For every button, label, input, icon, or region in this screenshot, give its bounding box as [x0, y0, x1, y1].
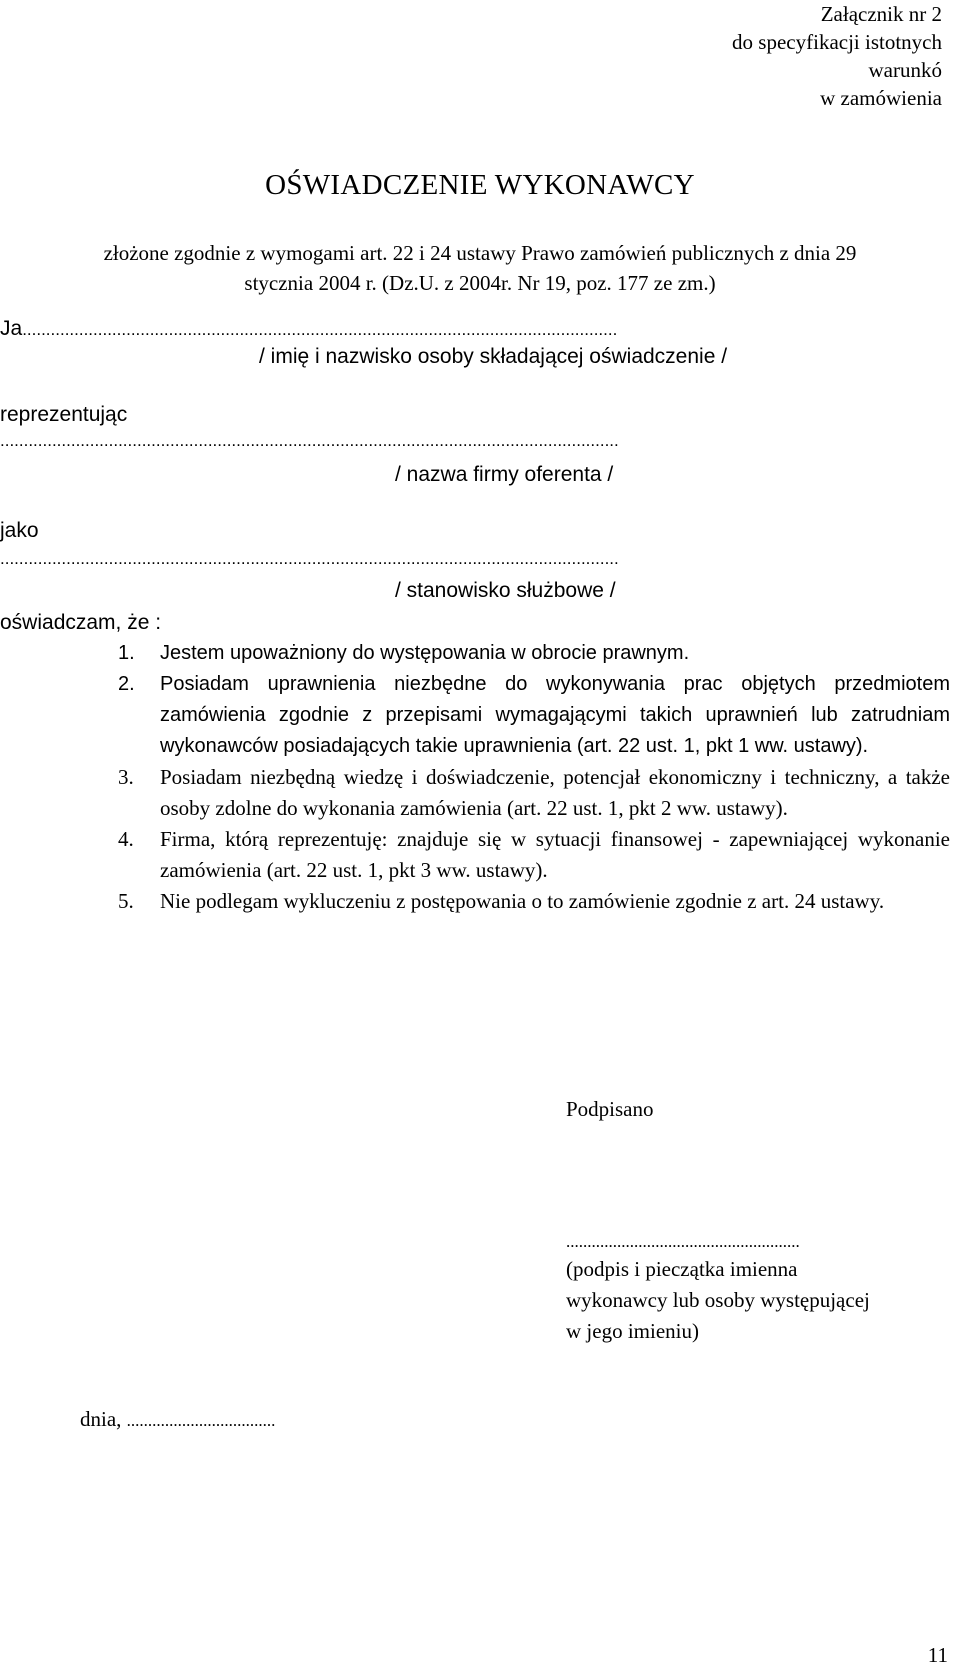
list-item [118, 824, 950, 886]
annex-line: w zamówienia [820, 86, 942, 110]
name-label: Ja [0, 317, 23, 340]
date-label: dnia, [80, 1407, 122, 1431]
list-item [118, 762, 950, 824]
annex-note [682, 0, 942, 112]
signature-caption-line: wykonawcy lub osoby występującej [566, 1288, 870, 1312]
document-title: OŚWIADCZENIE WYKONAWCY [265, 169, 695, 201]
annex-line: Załącznik nr 2 [820, 2, 942, 26]
name-field [0, 316, 617, 343]
item-text: Posiadam uprawnienia niezbędne do wykonywania prac objętych przedmiotem zamówienia zgodnie z przepisami wymagającymi takich uprawnień lub zatrudniam wykonawców posiadających takie uprawnienia (art. 22 ust. 1, pkt 1 ww. ustawy). [160, 673, 950, 757]
date-field [80, 1406, 275, 1434]
signature-dots: ....................................................... [566, 1232, 800, 1251]
company-dots: ................................................................................................................................... [0, 431, 619, 450]
item-number: 5. [118, 889, 134, 913]
signature-caption-line: (podpis i pieczątka imienna [566, 1257, 798, 1281]
item-text: Firma, którą reprezentuję: znajduje się w sytuacji finansowej - zapewniającej wykonanie zamówienia (art. 22 ust. 1, pkt 3 ww. ustawy). [160, 827, 950, 882]
item-number: 4. [118, 827, 134, 851]
item-number: 3. [118, 765, 134, 789]
item-text: Jestem upoważniony do występowania w obrocie prawnym. [160, 642, 690, 664]
page-number: 11 [927, 1643, 948, 1667]
item-number: 1. [118, 642, 135, 664]
declare-label: oświadczam, że : [0, 611, 162, 634]
subtitle-line: złożone zgodnie z wymogami art. 22 i 24 ustawy Prawo zamówień publicznych z dnia 29 [103, 241, 857, 265]
name-dots: .............................................................................................................................. [22, 320, 618, 339]
annex-line: do specyfikacji istotnych [732, 30, 942, 54]
signed-label: Podpisano [566, 1097, 654, 1121]
position-label: jako [0, 519, 39, 542]
subtitle-line: stycznia 2004 r. (Dz.U. z 2004r. Nr 19, poz. 177 ze zm.) [244, 271, 716, 295]
list-item [118, 669, 950, 762]
position-dots: ................................................................................................................................... [0, 549, 619, 568]
annex-line: warunkó [868, 58, 942, 82]
item-text: Posiadam niezbędną wiedzę i doświadczenie, potencjał ekonomiczny i techniczny, a także osoby zdolne do wykonania zamówienia (art. 22 ust. 1, pkt 2 ww. ustawy). [160, 765, 950, 820]
list-item [118, 638, 950, 669]
item-number: 2. [118, 673, 135, 695]
document-subtitle [0, 238, 960, 298]
statements-list [118, 638, 950, 917]
item-text: Nie podlegam wykluczeniu z postępowania o to zamówienie zgodnie z art. 24 ustawy. [160, 889, 885, 913]
representing-label: reprezentując [0, 403, 128, 426]
name-caption: / imię i nazwisko osoby składającej oświadczenie / [259, 345, 728, 368]
company-caption: / nazwa firmy oferenta / [395, 463, 614, 486]
date-dots: ................................... [126, 1411, 276, 1430]
signature-block [566, 1230, 946, 1347]
position-caption: / stanowisko służbowe / [395, 579, 616, 602]
list-item [118, 886, 950, 917]
signature-caption-line: w jego imieniu) [566, 1319, 699, 1343]
